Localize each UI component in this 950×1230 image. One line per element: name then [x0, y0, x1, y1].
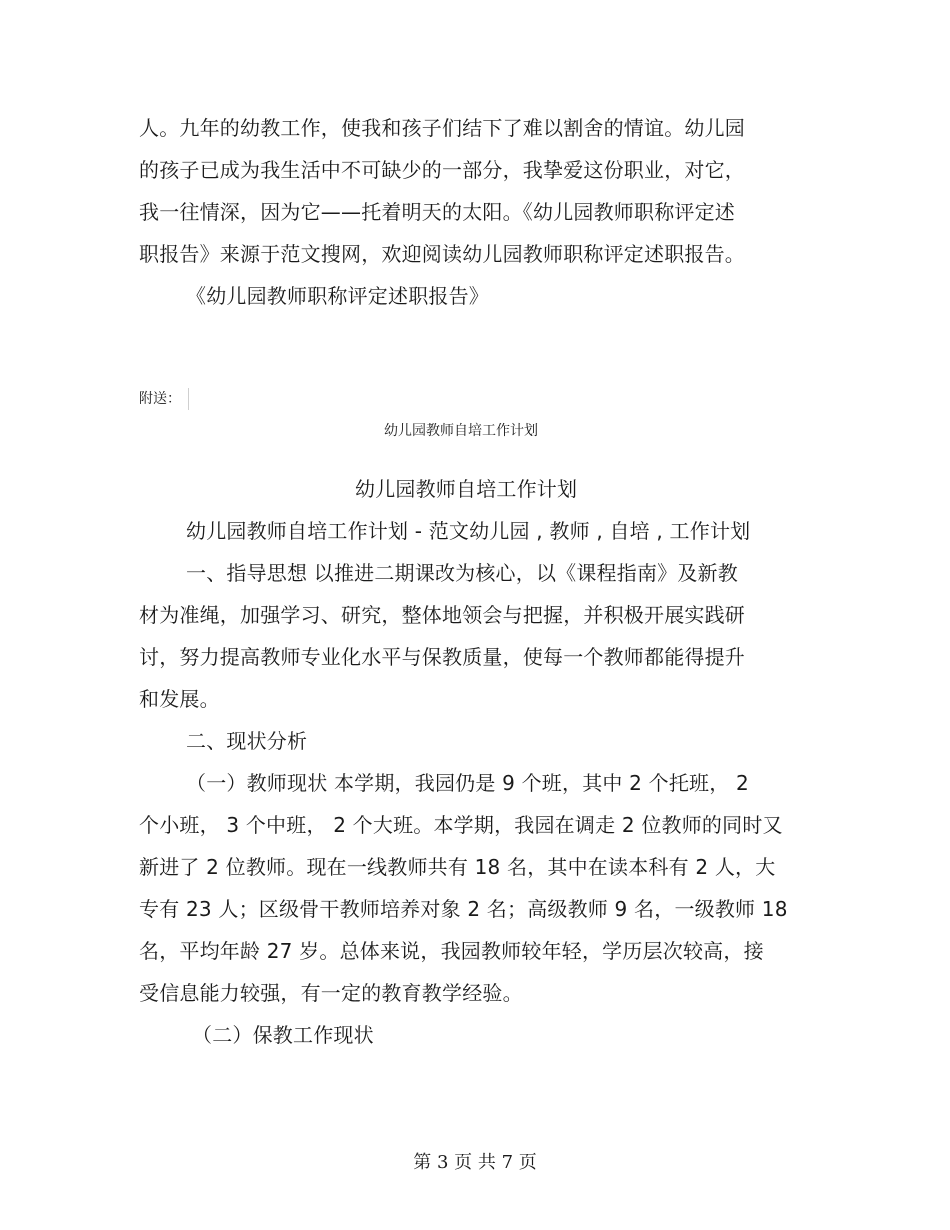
paragraph-line: 职报告》来源于范文搜网，欢迎阅读幼儿园教师职称评定述职报告。: [139, 242, 745, 266]
paragraph-line: 材为准绳，加强学习、研究，整体地领会与把握，并积极开展实践研: [139, 603, 745, 627]
subtitle: 幼儿园教师自培工作计划 - 范文幼儿园 , 教师 , 自培 , 工作计划: [186, 519, 751, 543]
section-heading: （二）保教工作现状: [192, 1023, 374, 1047]
attachment-label: 附送：: [139, 391, 181, 407]
report-title-line: 《幼儿园教师职称评定述职报告》: [186, 284, 489, 308]
paragraph-line: （一）教师现状 本学期，我园仍是 9 个班，其中 2 个托班， 2: [186, 771, 749, 795]
small-section-title: 幼儿园教师自培工作计划: [384, 423, 538, 439]
paragraph-line: 专有 23 人；区级骨干教师培养对象 2 名；高级教师 9 名，一级教师 18: [139, 897, 788, 921]
paragraph-line: 的孩子已成为我生活中不可缺少的一部分，我挚爱这份职业，对它，: [139, 158, 745, 182]
paragraph-line: 名，平均年龄 27 岁。总体来说，我园教师较年轻，学历层次较高，接: [139, 939, 764, 963]
paragraph-line: 讨，努力提高教师专业化水平与保教质量，使每一个教师都能得提升: [139, 645, 745, 669]
main-title: 幼儿园教师自培工作计划: [355, 477, 578, 501]
paragraph-line: 和发展。: [139, 687, 220, 711]
paragraph-line: 我一往情深，因为它——托着明天的太阳。《幼儿园教师职称评定述: [139, 200, 735, 224]
paragraph-line: 个小班， 3 个中班， 2 个大班。本学期，我园在调走 2 位教师的同时又: [139, 813, 783, 837]
paragraph-line: 人。九年的幼教工作，使我和孩子们结下了难以割舍的情谊。幼儿园: [139, 116, 745, 140]
paragraph-line: 一、指导思想 以推进二期课改为核心，以《课程指南》及新教: [186, 561, 738, 585]
paragraph-line: 受信息能力较强，有一定的教育教学经验。: [139, 981, 523, 1005]
page-footer: 第 3 页 共 7 页: [413, 1152, 537, 1173]
section-heading: 二、现状分析: [186, 729, 308, 753]
paragraph-line: 新进了 2 位教师。现在一线教师共有 18 名，其中在读本科有 2 人，大: [139, 855, 776, 879]
